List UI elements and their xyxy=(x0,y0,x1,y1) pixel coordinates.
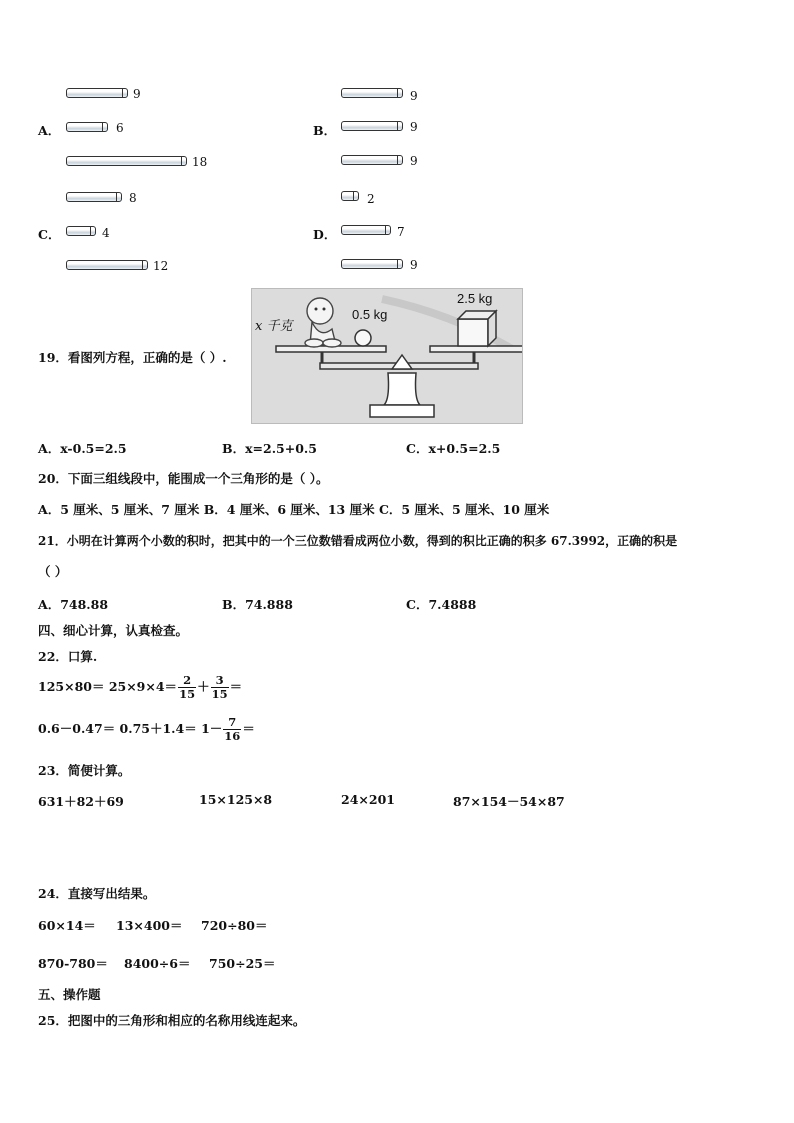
q22-line-1-text: 125×80＝ 25×9×4＝ xyxy=(38,679,178,694)
rod-c3 xyxy=(66,260,148,270)
q19-stem: 19．看图列方程，正确的是（ ）. xyxy=(38,350,227,365)
q22-line-2-text: 0.6－0.47＝ 0.75＋1.4＝ 1－ xyxy=(38,721,223,736)
q20-options: A．5 厘米、5 厘米、7 厘米 B．4 厘米、6 厘米、13 厘米 C．5 厘米、5 厘米、10 厘米 xyxy=(38,502,550,517)
scale-stand xyxy=(384,373,420,405)
option-a-label: A． xyxy=(38,123,61,138)
rod-b1-length: 9 xyxy=(410,89,418,103)
q23-item-2: 15×125×8 xyxy=(199,792,273,807)
q21-option-a: A．748.88 xyxy=(38,597,109,612)
right-pan xyxy=(430,346,522,352)
q19-option-c: C．x+0.5=2.5 xyxy=(406,441,501,456)
q23-item-3: 24×201 xyxy=(341,792,395,807)
rod-b2-length: 9 xyxy=(410,120,418,134)
fraction-2-15: $\frac{2}{15}$ xyxy=(179,673,196,701)
q19-option-b: B．x=2.5+0.5 xyxy=(222,441,317,456)
q20-stem: 20．下面三组线段中，能围成一个三角形的是（ ）。 xyxy=(38,471,329,486)
fraction-3-15: $\frac{3}{15}$ xyxy=(211,673,228,701)
q21-blank: （ ） xyxy=(38,564,68,579)
rod-d3-length: 9 xyxy=(410,258,418,272)
q23-item-1: 631＋82＋69 xyxy=(38,794,124,809)
q24-row2-3: 750÷25＝ xyxy=(209,956,276,971)
option-b-label: B． xyxy=(313,123,337,138)
rod-a3 xyxy=(66,156,187,166)
rod-c1-length: 8 xyxy=(129,191,137,205)
q23-item-4: 87×154－54×87 xyxy=(453,794,565,809)
q24-row1-2: 13×400＝ xyxy=(116,918,183,933)
rod-b3-length: 9 xyxy=(410,154,418,168)
rod-b1 xyxy=(341,88,403,98)
rod-a3-length: 18 xyxy=(192,155,208,169)
rod-d2 xyxy=(341,225,391,235)
rod-a1-length: 9 xyxy=(133,87,141,101)
rod-d3 xyxy=(341,259,403,269)
ball-icon xyxy=(355,330,371,346)
q23-stem: 23．简便计算。 xyxy=(38,763,131,778)
q21-option-b: B．74.888 xyxy=(222,597,293,612)
rod-d1-length: 2 xyxy=(367,192,375,206)
rod-c2-length: 4 xyxy=(102,226,110,240)
q22-line-1: 125×80＝ 25×9×4＝ $\frac{2}{15}$ ＋ $\frac{3}{15}$ ＝ xyxy=(38,673,243,701)
rod-b3 xyxy=(341,155,403,165)
option-d-label: D． xyxy=(313,227,337,242)
fraction-7-16: $\frac{7}{16}$ xyxy=(224,715,241,743)
doll-icon xyxy=(307,298,333,324)
q22-line-2: 0.6－0.47＝ 0.75＋1.4＝ 1－ $\frac{7}{16}$ ＝ xyxy=(38,715,255,743)
q24-row1-1: 60×14＝ xyxy=(38,918,96,933)
x-kg-label: x 千克 xyxy=(255,319,293,334)
q19-figure xyxy=(251,288,523,424)
box-icon xyxy=(458,319,488,346)
rod-c1 xyxy=(66,192,122,202)
q22-stem: 22．口算. xyxy=(38,649,98,664)
q19-option-a: A．x-0.5=2.5 xyxy=(38,441,127,456)
rod-b2 xyxy=(341,121,403,131)
q21-stem: 21．小明在计算两个小数的积时，把其中的一个三位数错看成两位小数，得到的积比正确的积多 67.3992，正确的积是 xyxy=(38,534,678,548)
q24-stem: 24．直接写出结果。 xyxy=(38,886,156,901)
q24-row2-1: 870-780＝ xyxy=(38,956,108,971)
option-c-label: C． xyxy=(38,227,61,242)
box-weight-label: 2.5 kg xyxy=(457,291,493,306)
q21-option-c: C．7.4888 xyxy=(406,597,477,612)
rod-a1 xyxy=(66,88,128,98)
rod-a2-length: 6 xyxy=(116,121,124,135)
ball-weight-label: 0.5 kg xyxy=(352,307,388,322)
q24-row1-3: 720÷80＝ xyxy=(201,918,268,933)
section-4-heading: 四、细心计算，认真检查。 xyxy=(38,623,189,638)
rod-a2 xyxy=(66,122,108,132)
q24-row2-2: 8400÷6＝ xyxy=(124,956,191,971)
rod-c2 xyxy=(66,226,96,236)
rod-d1 xyxy=(341,191,359,201)
section-5-heading: 五、操作题 xyxy=(38,987,101,1002)
rod-c3-length: 12 xyxy=(153,259,169,273)
rod-d2-length: 7 xyxy=(397,225,405,239)
q25-stem: 25．把图中的三角形和相应的名称用线连起来。 xyxy=(38,1013,306,1028)
